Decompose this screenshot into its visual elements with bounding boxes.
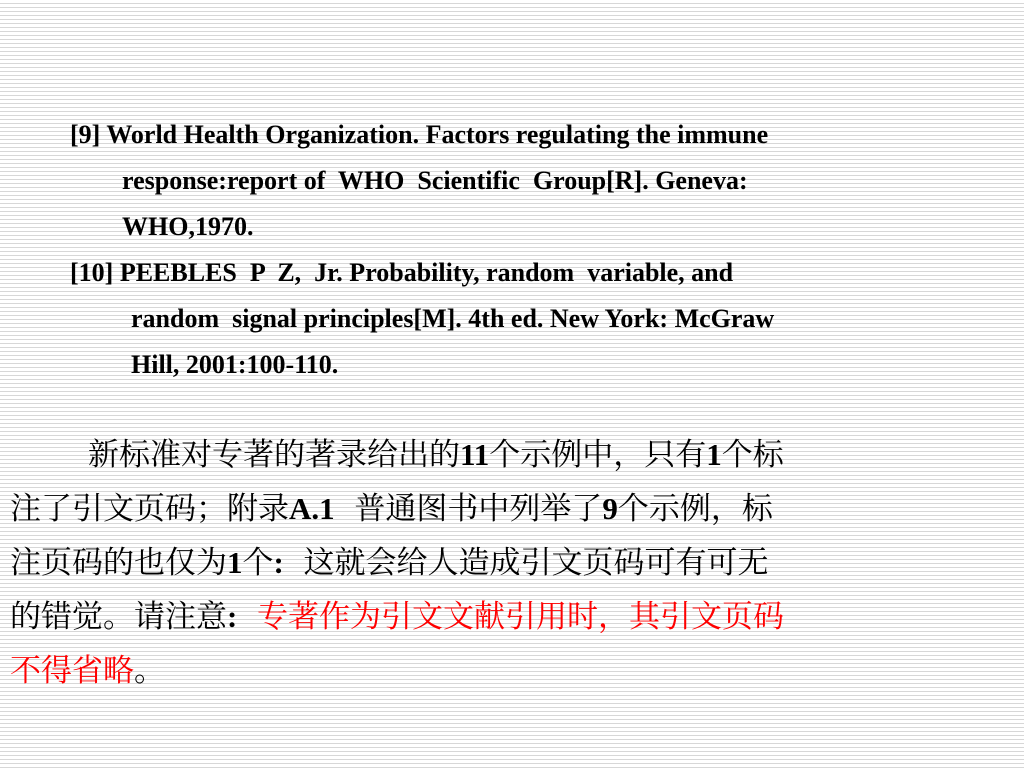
note-line-3 (10, 536, 1010, 590)
note-text: 普通图书中列举了 (334, 491, 603, 527)
note-number: 1 (227, 545, 243, 580)
reference-9-line-2: response:report of WHO Scientific Group[R]. Geneva: (122, 166, 748, 195)
note-text: 个示例，标 (617, 491, 773, 527)
note-number: 9 (602, 491, 618, 526)
note-appendix-ref: A.1 (289, 491, 335, 526)
note-line-2 (10, 482, 1010, 536)
reference-9-line-3: WHO,1970. (122, 212, 254, 241)
note-text: 新标准对专著的著录给出的 (88, 437, 460, 473)
reference-10-line-1: [10] PEEBLES P Z, Jr. Probability, random variable, and (70, 258, 734, 287)
note-text: 的错觉。请注意 (10, 599, 227, 635)
note-highlight: 专著作为引文文献引用时，其引文页码 (237, 599, 785, 635)
note-colon: : (227, 599, 238, 634)
note-line-1 (10, 428, 1010, 482)
reference-10-line-3: Hill, 2001:100-110. (131, 350, 339, 379)
reference-item-9 (70, 112, 1000, 250)
note-text: 这就会给人造成引文页码可有可无 (283, 545, 769, 581)
note-number: 1 (706, 437, 722, 472)
note-colon: : (273, 545, 284, 580)
note-text: 个示例中，只有 (489, 437, 707, 473)
note-line-5 (10, 644, 1010, 698)
note-text: 。 (134, 653, 165, 689)
explanatory-note (10, 428, 1010, 698)
reference-list (70, 112, 1000, 388)
note-text: 注了引文页码；附录 (10, 491, 289, 527)
reference-9-line-1: [9] World Health Organization. Factors regulating the immune (70, 120, 769, 149)
reference-item-10 (70, 250, 1000, 388)
reference-10-line-2: random signal principles[M]. 4th ed. New York: McGraw (131, 304, 775, 333)
note-number: 11 (460, 437, 490, 472)
note-highlight: 不得省略 (10, 653, 134, 689)
note-text: 个 (242, 545, 274, 581)
note-text: 个标 (721, 437, 784, 473)
note-line-4 (10, 590, 1010, 644)
note-text: 注页码的也仅为 (10, 545, 227, 581)
